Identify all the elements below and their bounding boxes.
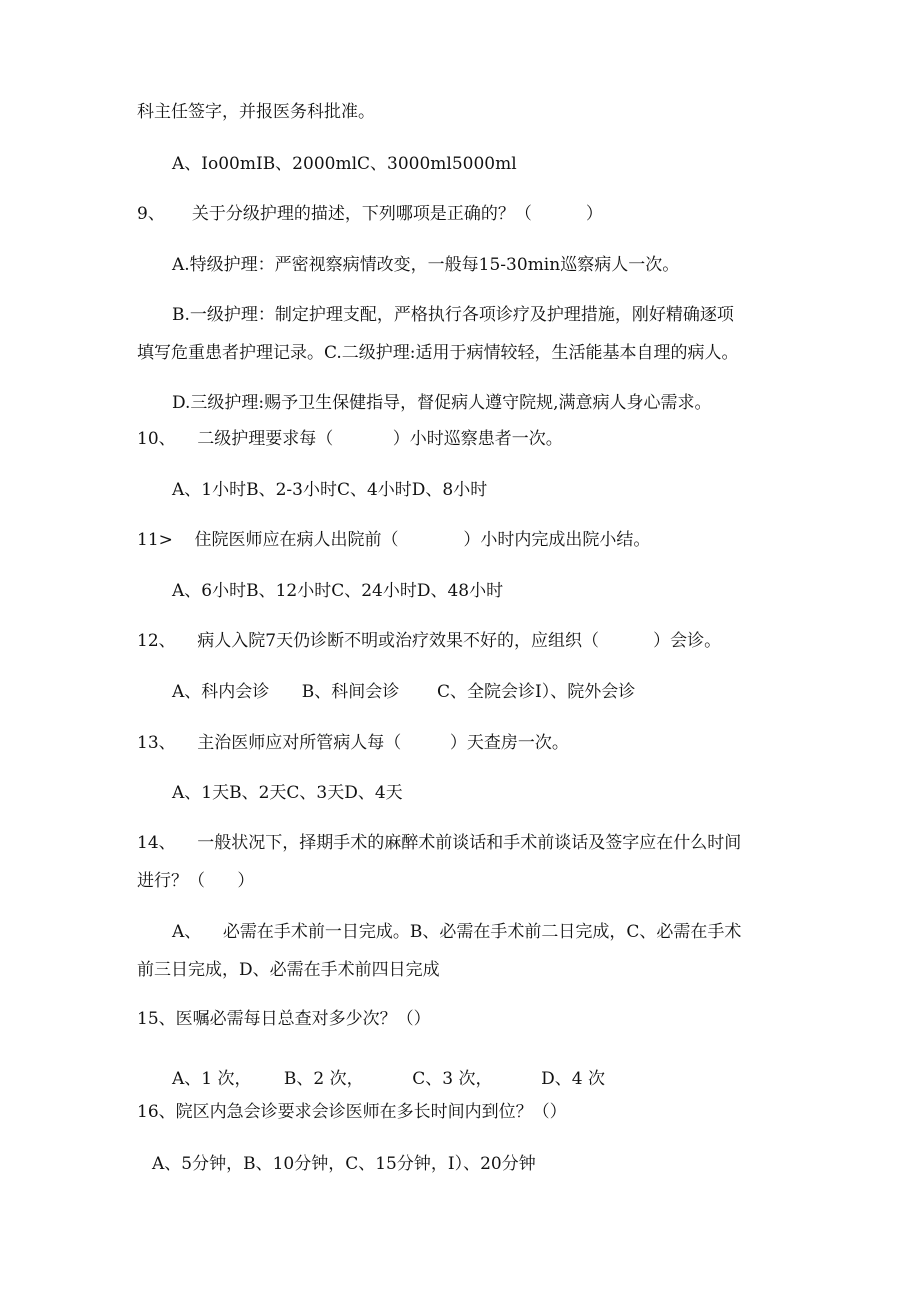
question-14-cont: 进行？（ ） bbox=[137, 871, 255, 891]
option-line: B.一级护理：制定护理支配，严格执行各项诊疗及护理措施，刚好精确逐项 bbox=[172, 305, 734, 325]
option-line: 填写危重患者护理记录。C.二级护理:适用于病情较轻，生活能基本自理的病人。 bbox=[137, 343, 739, 363]
question-13: 13、 主治医师应对所管病人每（ ）天查房一次。 bbox=[137, 733, 569, 753]
option-line: A、6小时B、12小时C、24小时D、48小时 bbox=[172, 581, 504, 601]
question-9: 9、 关于分级护理的描述，下列哪项是正确的？（ ） bbox=[137, 204, 603, 224]
question-11: 11> 住院医师应在病人出院前（ ）小时内完成出院小结。 bbox=[137, 530, 651, 550]
option-line: 前三日完成，D、必需在手术前四日完成 bbox=[137, 960, 440, 980]
option-line: A、科内会诊 B、科间会诊 C、全院会诊I）、院外会诊 bbox=[172, 682, 636, 702]
question-10: 10、 二级护理要求每（ ）小时巡察患者一次。 bbox=[137, 429, 563, 449]
option-line: A.特级护理：严密视察病情改变，一般每15-30min巡察病人一次。 bbox=[172, 255, 680, 275]
text-line: 科主任签字，并报医务科批准。 bbox=[137, 102, 375, 122]
option-line: A、 必需在手术前一日完成。B、必需在手术前二日完成，C、必需在手术 bbox=[172, 922, 742, 942]
option-line: A、1天B、2天C、3天D、4天 bbox=[172, 783, 403, 803]
option-line: A、5分钟，B、10分钟，C、15分钟，I）、20分钟 bbox=[152, 1154, 536, 1174]
text-line: A、Io00mIB、2000mlC、3000ml5000ml bbox=[172, 154, 517, 174]
question-16: 16、院区内急会诊要求会诊医师在多长时间内到位？（） bbox=[137, 1102, 567, 1122]
option-line: D.三级护理:赐予卫生保健指导，督促病人遵守院规,满意病人身心需求。 bbox=[172, 393, 712, 413]
option-line: A、1小时B、2-3小时C、4小时D、8小时 bbox=[172, 480, 488, 500]
question-12: 12、 病人入院7天仍诊断不明或治疗效果不好的，应组织（ ）会诊。 bbox=[137, 631, 722, 651]
option-line: A、1 次， B、2 次， C、3 次， D、4 次 bbox=[172, 1069, 605, 1089]
question-15: 15、医嘱必需每日总查对多少次？（） bbox=[137, 1009, 431, 1029]
question-14: 14、 一般状况下，择期手术的麻醉术前谈话和手术前谈话及签字应在什么时间 bbox=[137, 833, 742, 853]
